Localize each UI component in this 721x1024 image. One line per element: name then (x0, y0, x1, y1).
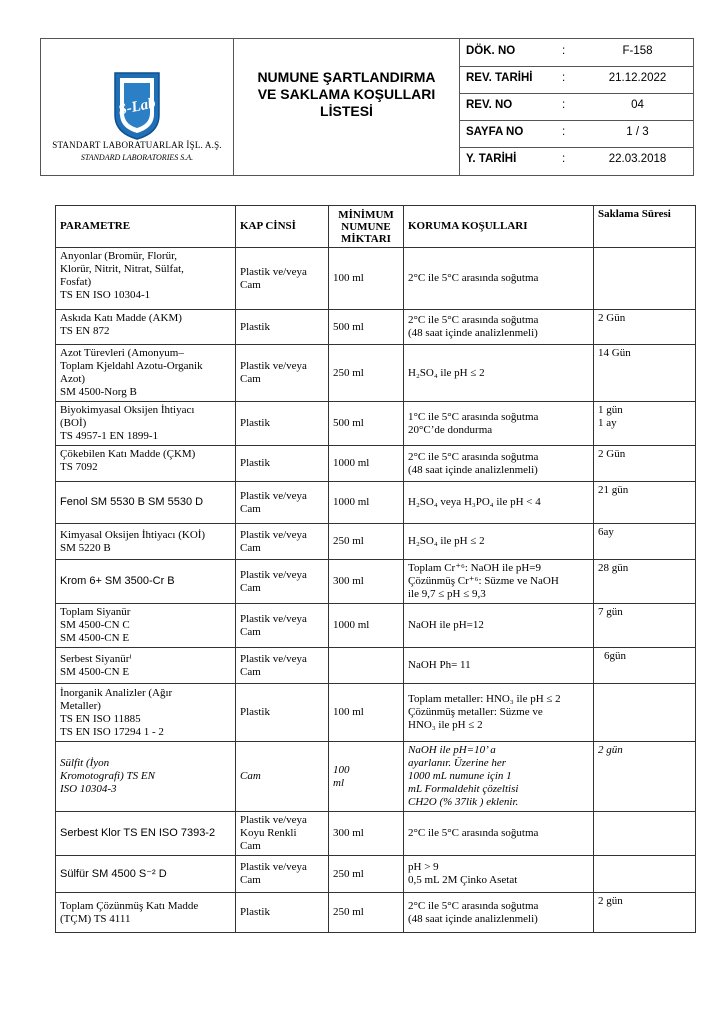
cell-line: Plastik ve/veya (240, 528, 307, 541)
cell-line: Plastik (240, 320, 270, 333)
cell-line: 300 ml (333, 827, 364, 839)
cell-line: 1000 ml (333, 619, 370, 631)
cell-parametre (56, 345, 236, 402)
cell-sure (594, 742, 696, 812)
cell-line: SM 4500-CN E (60, 665, 130, 678)
cell-sure (594, 248, 696, 310)
cell-kap (236, 742, 329, 812)
cell-line: 2°C ile 5°C arasında soğutma (408, 827, 539, 839)
cell-line: ayarlanır. Üzerine her (408, 757, 507, 769)
cell-parametre (56, 648, 236, 684)
cell-koruma (404, 648, 594, 684)
cell-line: Azot Türevleri (Amonyum– (60, 347, 184, 359)
header-min-line: MİNİMUM (338, 208, 394, 221)
cell-koruma (404, 402, 594, 446)
cell-line: Biyokimyasal Oksijen İhtiyacı (60, 404, 195, 416)
cell-line: TS EN 872 (60, 325, 110, 337)
cell-line: 28 gün (598, 562, 629, 574)
cell-line: Cam (240, 278, 261, 291)
cell-line: Koyu Renkli (240, 827, 297, 839)
meta-value: 21.12.2022 (608, 72, 667, 84)
cell-miktar (329, 402, 404, 446)
table-row (56, 248, 696, 310)
cell-line: 2°C ile 5°C arasında soğutma (408, 314, 539, 326)
meta-label: SAYFA NO (466, 126, 524, 138)
cell-koruma (404, 560, 594, 604)
cell-koruma (404, 604, 594, 648)
cell-line: pH > 9 (408, 861, 439, 873)
cell-parametre (56, 482, 236, 524)
meta-colon: : (562, 126, 566, 138)
cell-kap (236, 604, 329, 648)
cell-line: 300 ml (333, 575, 364, 587)
cell-miktar (329, 856, 404, 893)
cell-line: İnorganik Analizler (Ağır (60, 686, 173, 699)
cell-sure (594, 345, 696, 402)
cell-line: 100 ml (333, 272, 364, 284)
cell-line: 1°C ile 5°C arasında soğutma (408, 410, 539, 423)
cell-line: 2°C ile 5°C arasında soğutma (408, 899, 539, 912)
cell-line: SM 4500-CN C (60, 619, 130, 631)
meta-colon: : (562, 153, 566, 165)
document-header (40, 38, 694, 176)
cell-line: NaOH Ph= 11 (408, 659, 471, 671)
meta-value: 22.03.2018 (608, 153, 667, 165)
cell-line: 1000 ml (333, 496, 370, 508)
cell-line: SM 5220 B (60, 541, 111, 554)
table-row (56, 684, 696, 742)
cell-koruma (404, 446, 594, 482)
cell-line: Krom 6+ SM 3500-Cr B (60, 575, 175, 587)
cell-line: 2°C ile 5°C arasında soğutma (408, 450, 539, 463)
cell-line: H₂SO₄ veya H₃PO₄ ile pH < 4 (408, 496, 541, 508)
cell-line: Fenol SM 5530 B SM 5530 D (60, 496, 204, 508)
cell-line: 2 Gün (598, 312, 626, 324)
svg-text:S-Lab: S-Lab (116, 95, 158, 119)
cell-line: Plastik ve/veya (240, 814, 307, 826)
cell-line: 100 (333, 763, 350, 776)
cell-sure (594, 812, 696, 856)
title-line-2: VE SAKLAMA KOŞULLARI (257, 86, 436, 102)
cell-line: Kimyasal Oksijen İhtiyacı (KOİ) (60, 528, 206, 541)
cell-line: HNO₃ ile pH ≤ 2 (408, 719, 483, 731)
table-row (56, 856, 696, 893)
meta-value: 04 (631, 99, 644, 111)
cell-line: Azot) (60, 373, 86, 385)
cell-line: Cam (240, 541, 261, 554)
cell-line: (BOİ) (60, 417, 87, 429)
cell-line: Plastik ve/veya (240, 265, 307, 278)
cell-line: SM 4500-Norg B (60, 386, 137, 398)
cell-sure (594, 310, 696, 345)
cell-line: CH2O (% 37lik ) eklenir. (408, 796, 519, 808)
cell-sure (594, 524, 696, 560)
cell-line: Fosfat) (60, 276, 92, 288)
cell-parametre (56, 893, 236, 933)
cell-line: Plastik (240, 457, 270, 469)
meta-colon: : (562, 99, 566, 111)
cell-line: 1000 mL numune için 1 (408, 770, 512, 782)
cell-line: Plastik (240, 706, 270, 718)
cell-line: 1 gün (598, 404, 623, 416)
table-row (56, 742, 696, 812)
cell-line: Cam (240, 770, 261, 782)
cell-line: TS EN ISO 11885 (60, 712, 141, 725)
cell-line: Toplam Kjeldahl Azotu-Organik (60, 360, 203, 372)
cell-line: Sülfit (İyon (60, 757, 110, 769)
cell-line: Plastik ve/veya (240, 568, 307, 581)
header-koruma: KORUMA KOŞULLARI (404, 206, 594, 248)
cell-line: ISO 10304-3 (60, 783, 117, 795)
cell-sure (594, 482, 696, 524)
cell-parametre (56, 812, 236, 856)
cell-koruma (404, 310, 594, 345)
cell-koruma (404, 345, 594, 402)
slab-logo-icon (111, 69, 163, 141)
cell-line: (48 saat içinde analizlenmeli) (408, 912, 538, 925)
cell-miktar (329, 446, 404, 482)
cell-line: 7 gün (598, 606, 623, 618)
header-min (329, 206, 404, 248)
cell-kap (236, 648, 329, 684)
cell-parametre (56, 248, 236, 310)
title-line-1: NUMUNE ŞARTLANDIRMA (257, 69, 436, 85)
table-row (56, 345, 696, 402)
cell-line: 6ay (598, 526, 614, 538)
table-row (56, 482, 696, 524)
cell-line: Toplam metaller: HNO₃ ile pH ≤ 2 (408, 693, 561, 705)
cell-line: 0,5 mL 2M Çinko Asetat (408, 874, 518, 886)
cell-line: Kromotografi) TS EN (60, 770, 155, 782)
cell-line: 2 gün (598, 895, 623, 907)
cell-sure (594, 684, 696, 742)
cell-line: 2 gün (598, 744, 623, 756)
cell-line: 100 ml (333, 706, 364, 718)
table-row (56, 560, 696, 604)
cell-line: Plastik ve/veya (240, 360, 307, 372)
meta-row-doc-no (460, 39, 693, 67)
table-row (56, 402, 696, 446)
cell-line: Cam (240, 502, 261, 515)
cell-line: ml (333, 776, 344, 789)
cell-line: 250 ml (333, 906, 364, 918)
cell-line: Klorür, Nitrit, Nitrat, Sülfat, (60, 263, 184, 275)
cell-koruma (404, 742, 594, 812)
cell-sure (594, 856, 696, 893)
cell-line: Metaller) (60, 699, 101, 712)
cell-line: 1 ay (598, 417, 617, 429)
cell-line: Plastik ve/veya (240, 861, 307, 873)
cell-line: Toplam Çözünmüş Katı Madde (60, 899, 199, 912)
cell-line: 500 ml (333, 417, 364, 429)
cell-miktar (329, 893, 404, 933)
table-row (56, 604, 696, 648)
cell-koruma (404, 684, 594, 742)
cell-line: Toplam Siyanür (60, 606, 131, 618)
meta-value: 1 / 3 (626, 126, 649, 138)
cell-sure (594, 604, 696, 648)
cell-line: Çözünmüş Cr⁺⁶: Süzme ve NaOH (408, 575, 559, 587)
cell-line: Sülfür SM 4500 S⁻² D (60, 867, 167, 880)
cell-koruma (404, 524, 594, 560)
header-kap: KAP CİNSİ (236, 206, 329, 248)
cell-line: Anyonlar (Bromür, Florür, (60, 250, 178, 262)
cell-miktar (329, 742, 404, 812)
cell-sure (594, 402, 696, 446)
cell-line: Cam (240, 874, 261, 886)
meta-row-page-no (460, 120, 693, 148)
cell-kap (236, 893, 329, 933)
cell-line: 20°C’de dondurma (408, 423, 493, 436)
cell-kap (236, 310, 329, 345)
cell-line: NaOH ile pH=12 (408, 619, 484, 631)
cell-line: 6gün (604, 650, 626, 662)
cell-line: Cam (240, 665, 261, 678)
cell-koruma (404, 893, 594, 933)
company-name-en: STANDARD LABORATORIES S.A. (80, 153, 194, 162)
cell-miktar (329, 248, 404, 310)
cell-parametre (56, 310, 236, 345)
document-title (234, 69, 459, 120)
cell-line: Askıda Katı Madde (AKM) (60, 312, 182, 324)
meta-row-rev-no (460, 93, 693, 121)
cell-sure (594, 560, 696, 604)
cell-line: 14 Gün (598, 347, 631, 359)
cell-parametre (56, 446, 236, 482)
table-row (56, 310, 696, 345)
company-name: STANDART LABORATUARLAR İŞL. A.Ş. (52, 140, 222, 150)
cell-line: H₂SO₄ ile pH ≤ 2 (408, 535, 485, 547)
cell-line: 250 ml (333, 366, 364, 379)
cell-parametre (56, 684, 236, 742)
cell-line: (TÇM) TS 4111 (60, 912, 131, 925)
meta-value: F-158 (622, 45, 653, 57)
cell-line: (48 saat içinde analizlenmeli) (408, 463, 538, 476)
cell-sure (594, 893, 696, 933)
cell-miktar (329, 604, 404, 648)
cell-line: H₂SO₄ ile pH ≤ 2 (408, 366, 485, 379)
meta-label: REV. TARİHİ (466, 72, 533, 84)
header-sure: Saklama Süresi (594, 206, 696, 248)
cell-line: Plastik (240, 417, 270, 429)
cell-line: Plastik (240, 906, 270, 918)
table-row (56, 446, 696, 482)
cell-kap (236, 482, 329, 524)
title-line-3: LİSTESİ (320, 103, 373, 119)
cell-line: NaOH ile pH=10’ a (408, 744, 496, 756)
cell-parametre (56, 524, 236, 560)
meta-row-rev-date (460, 66, 693, 94)
cell-line: Plastik ve/veya (240, 489, 307, 502)
cell-kap (236, 812, 329, 856)
cell-koruma (404, 482, 594, 524)
meta-label: Y. TARİHİ (466, 153, 517, 165)
document-meta (460, 39, 693, 175)
cell-parametre (56, 742, 236, 812)
cell-sure (594, 446, 696, 482)
cell-parametre (56, 604, 236, 648)
cell-line: Çökebilen Katı Madde (ÇKM) (60, 448, 196, 460)
table-row (56, 812, 696, 856)
cell-line: Serbest Siyanürⁱ (60, 652, 132, 665)
cell-line: TS 7092 (60, 461, 98, 473)
cell-line: Cam (240, 373, 261, 385)
cell-kap (236, 402, 329, 446)
cell-line: Serbest Klor TS EN ISO 7393-2 (60, 827, 216, 839)
cell-miktar (329, 345, 404, 402)
cell-line: TS EN ISO 10304-1 (60, 289, 151, 301)
cell-koruma (404, 812, 594, 856)
cell-miktar (329, 560, 404, 604)
cell-line: Cam (240, 625, 261, 638)
cell-line: Plastik ve/veya (240, 612, 307, 625)
cell-line: Cam (240, 840, 261, 852)
cell-line: Cam (240, 581, 261, 594)
meta-label: REV. NO (466, 99, 513, 111)
cell-kap (236, 446, 329, 482)
cell-line: Çözünmüş metaller: Süzme ve (408, 706, 543, 718)
cell-sure (594, 648, 696, 684)
cell-line: SM 4500-CN E (60, 632, 130, 644)
cell-line: Toplam Cr⁺⁶: NaOH ile pH=9 (408, 562, 541, 574)
company-block (41, 39, 234, 175)
header-parametre: PARAMETRE (56, 206, 236, 248)
cell-line: TS 4957-1 EN 1899-1 (60, 430, 159, 442)
cell-koruma (404, 856, 594, 893)
cell-line: (48 saat içinde analizlenmeli) (408, 327, 538, 339)
meta-label: DÖK. NO (466, 45, 516, 57)
meta-colon: : (562, 72, 566, 84)
cell-kap (236, 345, 329, 402)
cell-miktar (329, 524, 404, 560)
cell-kap (236, 560, 329, 604)
meta-colon: : (562, 45, 566, 57)
cell-parametre (56, 856, 236, 893)
cell-koruma (404, 248, 594, 310)
cell-line: 21 gün (598, 484, 629, 496)
cell-line: TS EN ISO 17294 1 - 2 (60, 725, 164, 738)
cell-kap (236, 684, 329, 742)
table-header-row (56, 206, 696, 248)
table-row (56, 648, 696, 684)
cell-kap (236, 524, 329, 560)
cell-miktar (329, 684, 404, 742)
cell-line: 500 ml (333, 320, 364, 333)
cell-miktar (329, 812, 404, 856)
cell-kap (236, 248, 329, 310)
cell-parametre (56, 560, 236, 604)
cell-parametre (56, 402, 236, 446)
cell-miktar (329, 310, 404, 345)
cell-line: 250 ml (333, 867, 364, 880)
table-row (56, 893, 696, 933)
conditions-table (55, 205, 696, 933)
cell-line: 250 ml (333, 535, 364, 547)
meta-row-pub-date (460, 147, 693, 174)
cell-line: ile 9,7 ≤ pH ≤ 9,3 (408, 588, 486, 600)
cell-kap (236, 856, 329, 893)
title-block (234, 39, 460, 175)
cell-line: Plastik ve/veya (240, 652, 307, 665)
header-min-line: MİKTARI (341, 232, 391, 245)
table-row (56, 524, 696, 560)
cell-miktar (329, 648, 404, 684)
cell-line: 1000 ml (333, 457, 370, 469)
cell-line: 2°C ile 5°C arasında soğutma (408, 272, 539, 284)
cell-miktar (329, 482, 404, 524)
cell-line: mL Formaldehit çözeltisi (408, 783, 519, 795)
cell-line: 2 Gün (598, 448, 626, 460)
header-min-line: NUMUNE (341, 220, 391, 233)
